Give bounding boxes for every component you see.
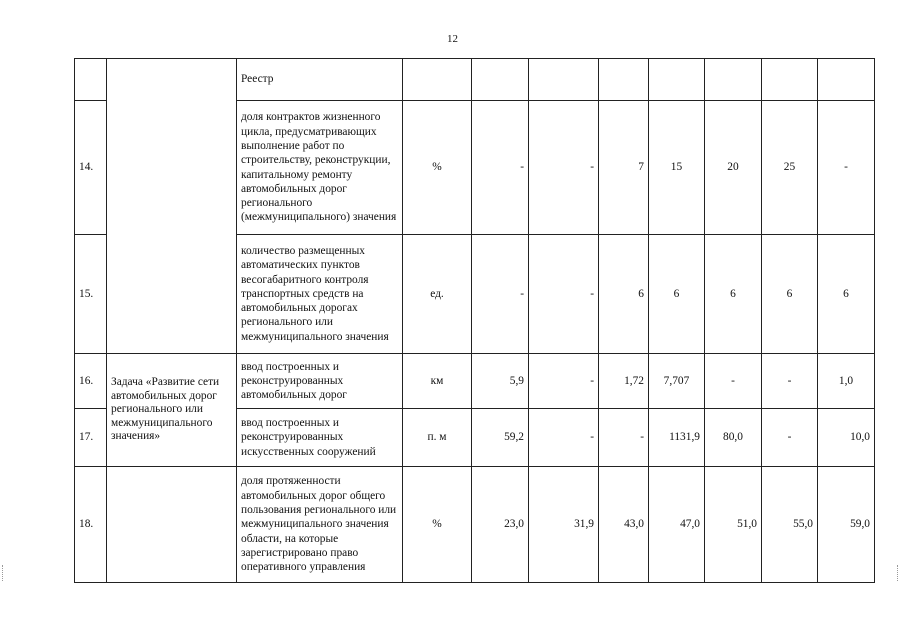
- value-cell: -: [529, 409, 599, 467]
- value-cell: [529, 59, 599, 101]
- value-cell: 6: [705, 235, 762, 354]
- row-number: 14.: [75, 101, 107, 235]
- unit-cell: [403, 59, 472, 101]
- value-cell: 80,0: [705, 409, 762, 467]
- value-cell: 25: [762, 101, 818, 235]
- value-cell: -: [529, 235, 599, 354]
- value-cell: [762, 59, 818, 101]
- value-cell: 1,72: [599, 354, 649, 409]
- value-cell: 59,2: [472, 409, 529, 467]
- value-cell: [818, 59, 875, 101]
- task-cell-empty: [107, 467, 237, 583]
- value-cell: 47,0: [649, 467, 705, 583]
- value-cell: 31,9: [529, 467, 599, 583]
- indicator-name: доля протяженности автомобильных дорог общего пользования регионального или межмуниципального значения области, на которые зарегистрировано право оперативного управления: [237, 467, 403, 583]
- table-row: [75, 59, 875, 101]
- row-number: [75, 59, 107, 101]
- task-label: Задача «Развитие сети автомобильных дорог регионального или межмуниципального значения»: [107, 354, 237, 467]
- value-cell: -: [529, 354, 599, 409]
- indicator-name: доля контрактов жизненного цикла, предусматривающих выполнение работ по строительству, реконструкции, капитальному ремонту автомобильных дорог регионального (межмуниципального) значения: [237, 101, 403, 235]
- task-cell-empty: [107, 59, 237, 354]
- value-cell: 10,0: [818, 409, 875, 467]
- value-cell: -: [762, 409, 818, 467]
- indicator-name: количество размещенных автоматических пунктов весогабаритного контроля транспортных средств на автомобильных дорогах регионального или межмуниципального значения: [237, 235, 403, 354]
- value-cell: 6: [599, 235, 649, 354]
- value-cell: [705, 59, 762, 101]
- unit-cell: %: [403, 467, 472, 583]
- value-cell: 20: [705, 101, 762, 235]
- left-margin-mark: [2, 565, 7, 581]
- value-cell: 23,0: [472, 467, 529, 583]
- value-cell: 7,707: [649, 354, 705, 409]
- value-cell: 6: [649, 235, 705, 354]
- value-cell: 1,0: [818, 354, 875, 409]
- unit-cell: п. м: [403, 409, 472, 467]
- indicator-name: Реестр: [237, 59, 403, 101]
- value-cell: 1131,9: [649, 409, 705, 467]
- value-cell: 51,0: [705, 467, 762, 583]
- row-number: 16.: [75, 354, 107, 409]
- value-cell: 43,0: [599, 467, 649, 583]
- indicators-table: [74, 58, 875, 583]
- table-row: [75, 354, 875, 409]
- value-cell: 55,0: [762, 467, 818, 583]
- value-cell: 6: [818, 235, 875, 354]
- unit-cell: ед.: [403, 235, 472, 354]
- value-cell: 7: [599, 101, 649, 235]
- value-cell: 59,0: [818, 467, 875, 583]
- indicator-name: ввод построенных и реконструированных автомобильных дорог: [237, 354, 403, 409]
- row-number: 15.: [75, 235, 107, 354]
- value-cell: -: [599, 409, 649, 467]
- page-number: 12: [447, 33, 458, 45]
- value-cell: -: [472, 101, 529, 235]
- row-number: 17.: [75, 409, 107, 467]
- unit-cell: %: [403, 101, 472, 235]
- value-cell: 15: [649, 101, 705, 235]
- row-number: 18.: [75, 467, 107, 583]
- value-cell: -: [818, 101, 875, 235]
- value-cell: [649, 59, 705, 101]
- table-row: [75, 467, 875, 583]
- indicator-name: ввод построенных и реконструированных искусственных сооружений: [237, 409, 403, 467]
- value-cell: -: [472, 235, 529, 354]
- value-cell: -: [529, 101, 599, 235]
- value-cell: [472, 59, 529, 101]
- value-cell: -: [762, 354, 818, 409]
- value-cell: [599, 59, 649, 101]
- value-cell: 6: [762, 235, 818, 354]
- right-margin-mark: [897, 565, 902, 581]
- unit-cell: км: [403, 354, 472, 409]
- value-cell: -: [705, 354, 762, 409]
- value-cell: 5,9: [472, 354, 529, 409]
